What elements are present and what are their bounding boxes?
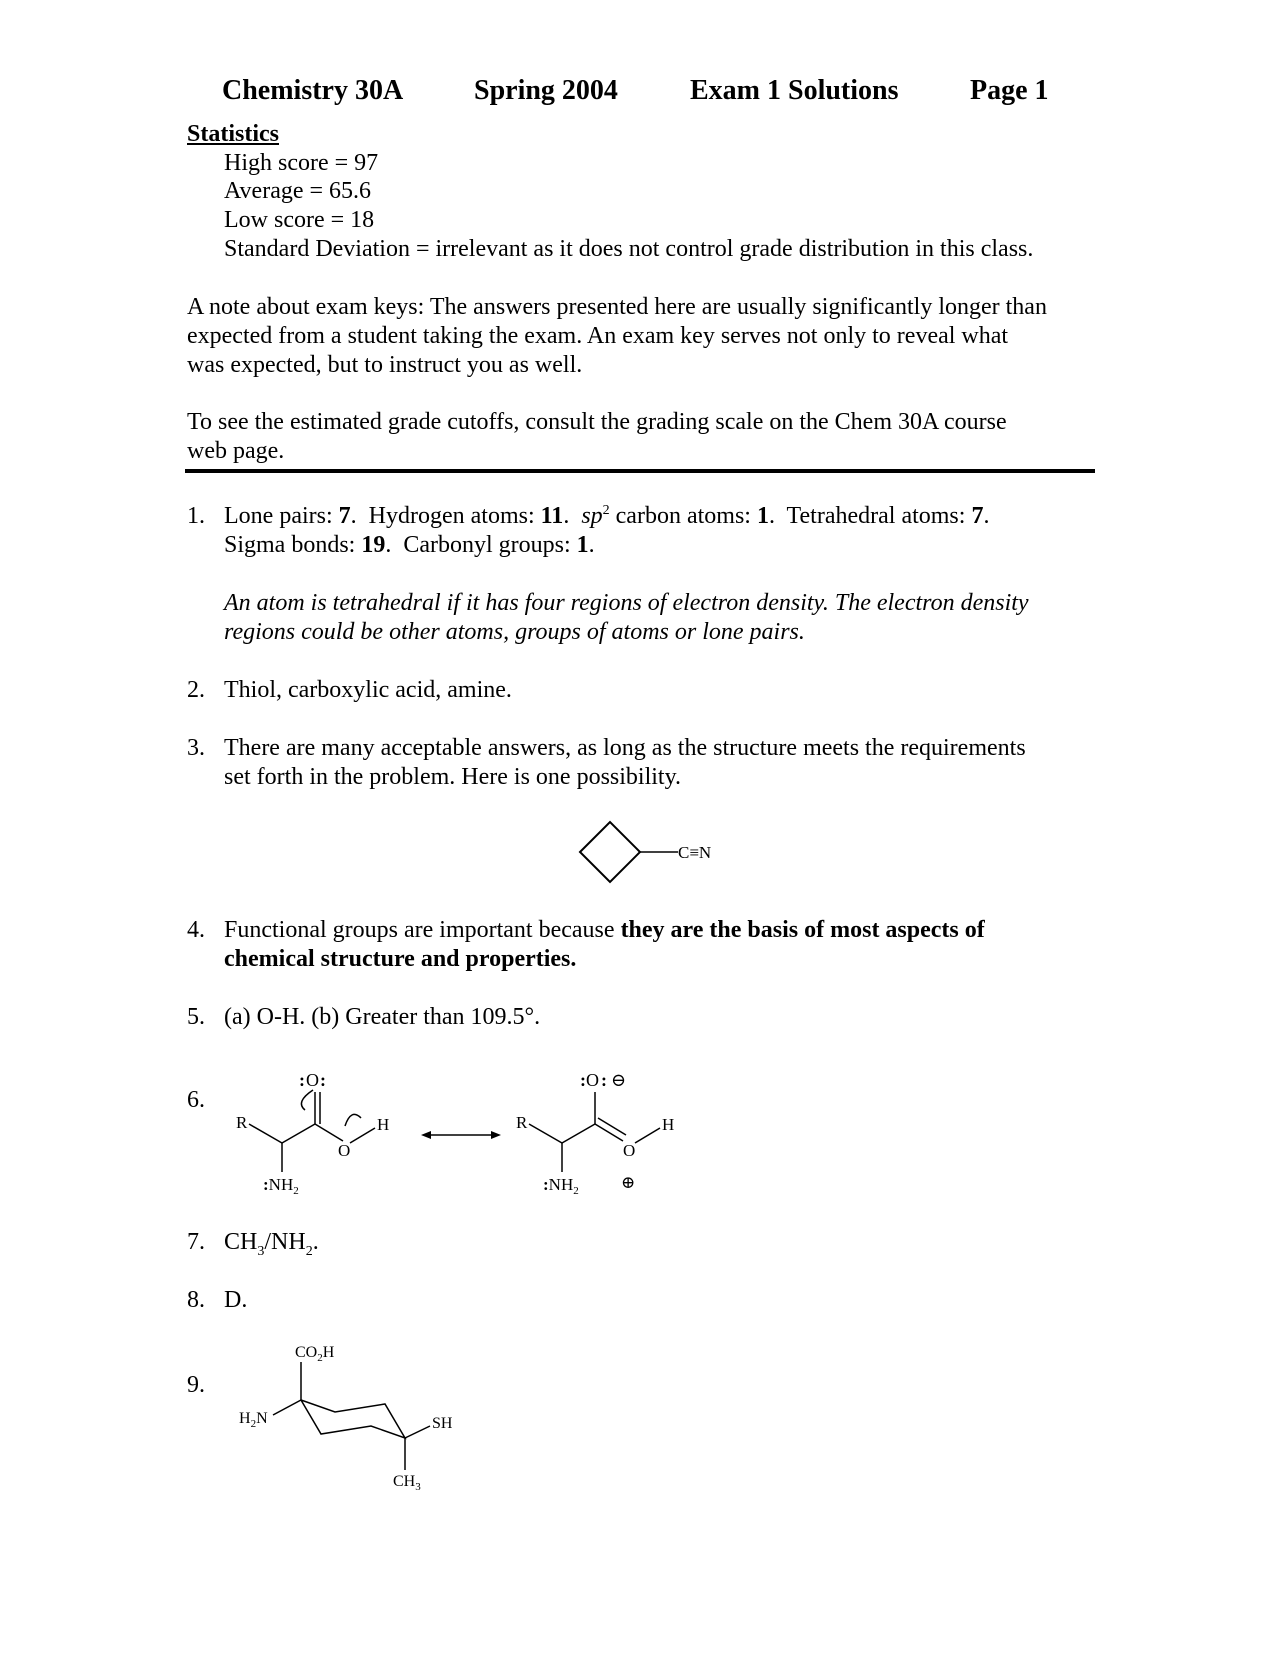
q7-answer: $CH_3/NH_2$. bbox=[224, 1229, 319, 1259]
q6-right-oxide-o: O bbox=[586, 1070, 599, 1090]
q3-line-1: There are many acceptable answers, as long as the structure meets the requirements bbox=[224, 735, 1026, 761]
cutoff-line-2: web page. bbox=[187, 438, 285, 464]
q6-left-lonepair-1: : bbox=[299, 1070, 305, 1090]
q6-curved-arrow-1 bbox=[301, 1090, 313, 1110]
q6-right-nh2: $:NH_2$ bbox=[543, 1175, 579, 1197]
header-course: Chemistry 30A bbox=[222, 75, 404, 106]
q6-right-hydroxyl-o: O bbox=[623, 1141, 636, 1160]
q1-number: 1. bbox=[187, 503, 205, 529]
header-page: Page 1 bbox=[970, 75, 1049, 106]
q4-number: 4. bbox=[187, 917, 205, 943]
q6-left-lonepair-2: : bbox=[320, 1070, 326, 1090]
q6-curved-arrow-2 bbox=[345, 1114, 361, 1126]
q4-line-2: chemical structure and properties. bbox=[224, 946, 577, 972]
q3-number: 3. bbox=[187, 735, 205, 761]
q7-number: 7. bbox=[187, 1229, 205, 1255]
q9-ch3-label: $CH_3$ bbox=[393, 1473, 421, 1493]
q1-note-line-2: regions could be other atoms, groups of atoms or lone pairs. bbox=[224, 619, 805, 645]
header-term: Spring 2004 bbox=[474, 75, 618, 106]
q1-line-1: Lone pairs: 7. Hydrogen atoms: 11. $sp^2$ carbon atoms: 1. Tetrahedral atoms: 7. bbox=[224, 503, 990, 529]
q6-positive-charge: ⊕ bbox=[621, 1173, 636, 1192]
stat-high: High score = 97 bbox=[224, 150, 379, 176]
q9-co2h-label: $CO_2H$ bbox=[295, 1344, 335, 1364]
q6-right-r: R bbox=[516, 1113, 528, 1132]
q6-right-lonepair-2: : bbox=[601, 1070, 607, 1090]
q3-nitrile-label: C≡N bbox=[678, 843, 712, 862]
q6-left-nh2: $:NH_2$ bbox=[263, 1175, 299, 1197]
q6-left-h: H bbox=[377, 1115, 390, 1134]
note-line-3: was expected, but to instruct you as well. bbox=[187, 352, 583, 378]
q9-h2n-label: $H_2N$ bbox=[239, 1410, 268, 1430]
stat-average: Average = 65.6 bbox=[224, 178, 372, 204]
q8-answer: D. bbox=[224, 1287, 248, 1313]
q1-note-line-1: An atom is tetrahedral if it has four regions of electron density. The electron density bbox=[224, 590, 1029, 616]
q6-right-h: H bbox=[662, 1115, 675, 1134]
q3-line-2: set forth in the problem. Here is one possibility. bbox=[224, 764, 682, 790]
statistics-heading: Statistics bbox=[187, 121, 279, 147]
q6-resonance-diagram bbox=[225, 1060, 695, 1210]
q9-sh-label: SH bbox=[432, 1415, 453, 1432]
header-title: Exam 1 Solutions bbox=[690, 75, 899, 106]
q1-line-2: Sigma bonds: 19. Carbonyl groups: 1. bbox=[224, 532, 595, 558]
q9-chair-structure bbox=[225, 1340, 485, 1493]
q6-left-r: R bbox=[236, 1113, 248, 1132]
stat-low: Low score = 18 bbox=[224, 207, 375, 233]
q6-number: 6. bbox=[187, 1087, 205, 1113]
q2-answer: Thiol, carboxylic acid, amine. bbox=[224, 677, 512, 703]
q5-answer: (a) O-H. (b) Greater than 109.5°. bbox=[224, 1004, 541, 1030]
q2-number: 2. bbox=[187, 677, 205, 703]
q6-negative-charge: ⊖ bbox=[611, 1070, 627, 1090]
cutoff-line-1: To see the estimated grade cutoffs, consult the grading scale on the Chem 30A course bbox=[187, 409, 1007, 435]
section-divider bbox=[185, 469, 1095, 473]
q3-structure bbox=[570, 815, 750, 895]
q8-number: 8. bbox=[187, 1287, 205, 1313]
note-line-2: expected from a student taking the exam. An exam key serves not only to reveal what bbox=[187, 323, 1009, 349]
q4-line-1: Functional groups are important because they are the basis of most aspects of bbox=[224, 917, 985, 943]
q6-left-hydroxyl-o: O bbox=[338, 1141, 351, 1160]
q9-cyclohexane-chair bbox=[301, 1400, 405, 1438]
q6-left-carbonyl-o: O bbox=[306, 1070, 319, 1090]
note-line-1: A note about exam keys: The answers presented here are usually significantly longer than bbox=[187, 294, 1047, 320]
q9-number: 9. bbox=[187, 1372, 205, 1398]
q5-number: 5. bbox=[187, 1004, 205, 1030]
q6-right-lonepair-1: : bbox=[580, 1070, 586, 1090]
stat-stdev: Standard Deviation = irrelevant as it does not control grade distribution in this class. bbox=[224, 236, 1034, 262]
